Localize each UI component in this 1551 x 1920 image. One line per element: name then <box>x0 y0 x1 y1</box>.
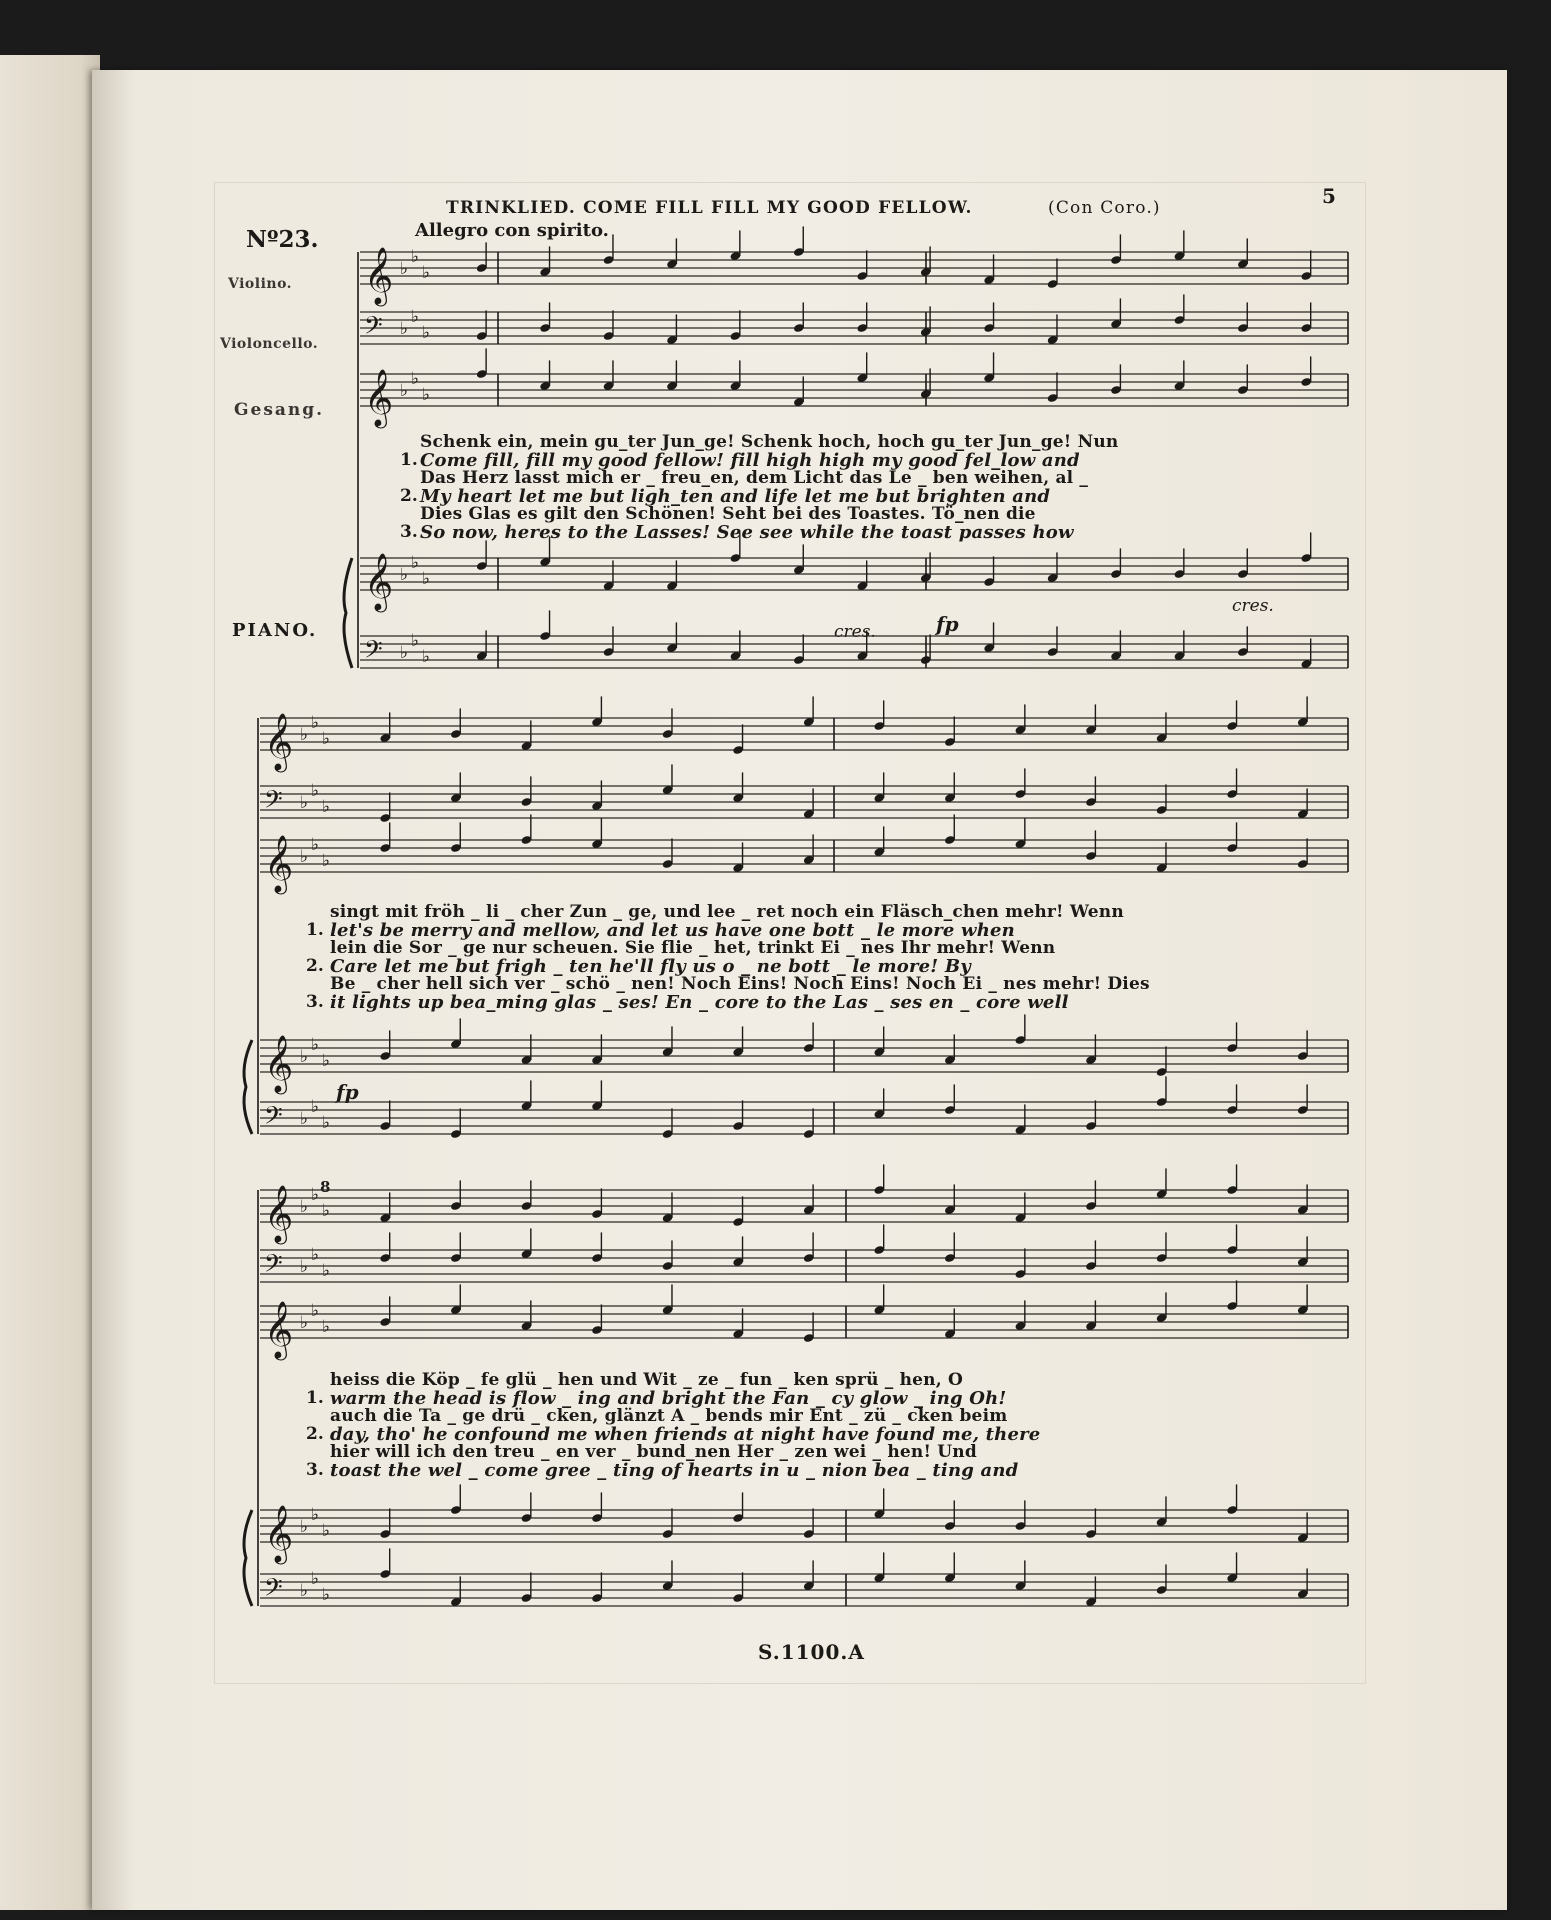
system-1-flat: ♭ <box>400 642 408 662</box>
voice-label: Gesang. <box>234 400 325 420</box>
system-1-piano-brace <box>344 558 352 668</box>
lyric-line: Schenk ein, mein gu_ter Jun_ge! Schenk hoch, hoch gu_ter Jun_ge! Nun <box>420 432 1119 452</box>
piano-label: PIANO. <box>232 620 318 641</box>
lyric-line: lein die Sor _ ge nur scheuen. Sie flie _ het, trinkt Ei _ nes Ihr mehr! Wenn <box>330 938 1056 958</box>
system-2-piano-brace <box>244 1040 252 1134</box>
lyric-line: it lights up bea_ming glas _ ses! En _ core to the Las _ ses en _ core well <box>330 992 1069 1013</box>
lyric-line: singt mit fröh _ li _ cher Zun _ ge, und lee _ ret noch ein Fläsch_chen mehr! Wenn <box>330 902 1124 922</box>
lyric-line: day, tho' he confound me when friends at night have found me, there <box>330 1424 1041 1445</box>
system-3-flat: ♭ <box>300 1196 308 1216</box>
system-2-flat: ♭ <box>300 1108 308 1128</box>
system-2-flat: ♭ <box>300 1046 308 1066</box>
lyric-line: heiss die Köp _ fe glü _ hen und Wit _ ze _ fun _ ken sprü _ hen, O <box>330 1370 963 1390</box>
system-3-flat: ♭ <box>300 1312 308 1332</box>
lyric-line: Come fill, fill my good fellow! fill high high my good fel_low and <box>420 450 1080 471</box>
system-1-flat: ♭ <box>411 306 419 326</box>
system-1-flat: ♭ <box>411 630 419 650</box>
system-3-flat: ♭ <box>311 1504 319 1524</box>
verse-number: 1. <box>306 920 324 940</box>
lyric-line: hier will ich den treu _ en ver _ bund_nen Her _ zen wei _ hen! Und <box>330 1442 977 1462</box>
lyric-line: My heart let me but ligh_ten and life let me but brighten and <box>420 486 1051 507</box>
system-3-flat: ♭ <box>311 1184 319 1204</box>
system-2-flat: ♭ <box>322 1112 330 1132</box>
lyric-line: toast the wel _ come gree _ ting of hearts in u _ nion bea _ ting and <box>330 1460 1019 1481</box>
system-2-treble-clef: 𝄞 <box>264 1034 294 1092</box>
system-2-flat: ♭ <box>322 796 330 816</box>
system-3-flat: ♭ <box>300 1256 308 1276</box>
verse-number: 2. <box>400 486 418 506</box>
system-2-flat: ♭ <box>322 728 330 748</box>
system-1-flat: ♭ <box>411 368 419 388</box>
lyric-line: So now, heres to the Lasses! See see while the toast passes how <box>420 522 1074 543</box>
system-1-treble-clef: 𝄞 <box>364 552 394 610</box>
system-1-flat: ♭ <box>411 246 419 266</box>
cres-marking-1: cres. <box>834 622 876 642</box>
system-3-treble-clef: 𝄞 <box>264 1300 294 1358</box>
page-number: 5 <box>1322 184 1336 208</box>
lyric-line: Care let me but frigh _ ten he'll fly us o _ ne bott _ le more! By <box>330 956 971 977</box>
system-2-flat: ♭ <box>311 780 319 800</box>
system-1-flat: ♭ <box>422 646 430 666</box>
system-2-flat: ♭ <box>311 1034 319 1054</box>
verse-number: 2. <box>306 956 324 976</box>
piece-title: TRINKLIED. COME FILL FILL MY GOOD FELLOW. <box>446 198 973 218</box>
system-1-flat: ♭ <box>400 318 408 338</box>
system-3-bass-clef: 𝄢 <box>264 1573 283 1607</box>
verse-number: 3. <box>306 992 324 1012</box>
verse-number: 1. <box>306 1388 324 1408</box>
verse-number: 2. <box>306 1424 324 1444</box>
system-3-flat: ♭ <box>322 1584 330 1604</box>
system-1-flat: ♭ <box>422 322 430 342</box>
system-1-flat: ♭ <box>400 564 408 584</box>
system-3-flat: ♭ <box>311 1568 319 1588</box>
system-3-piano-brace <box>244 1510 252 1606</box>
lyric-line: Das Herz lasst mich er _ freu_en, dem Licht das Le _ ben weihen, al _ <box>420 468 1089 488</box>
system-3-flat: ♭ <box>300 1580 308 1600</box>
verse-number: 3. <box>306 1460 324 1480</box>
system-1-flat: ♭ <box>400 258 408 278</box>
lyric-line: let's be merry and mellow, and let us have one bott _ le more when <box>330 920 1015 941</box>
system-2-bass-clef: 𝄢 <box>264 1101 283 1135</box>
system-2-flat: ♭ <box>300 724 308 744</box>
system-3-flat: ♭ <box>311 1244 319 1264</box>
system-1-flat: ♭ <box>411 552 419 572</box>
lyric-line: Dies Glas es gilt den Schönen! Seht bei des Toastes. Tö_nen die <box>420 504 1036 524</box>
system-1-treble-clef: 𝄞 <box>364 368 394 426</box>
cello-label: Violoncello. <box>220 336 319 352</box>
lyric-line: Be _ cher hell sich ver _ schö _ nen! Noch Eins! Noch Eins! Noch Ei _ nes mehr! Dies <box>330 974 1150 994</box>
system-2-flat: ♭ <box>322 1050 330 1070</box>
system-1-bass-clef: 𝄢 <box>364 311 383 345</box>
fp-marking-2: fp <box>336 1080 359 1104</box>
verse-number: 1. <box>400 450 418 470</box>
system-1-flat: ♭ <box>422 568 430 588</box>
system-2-flat: ♭ <box>322 850 330 870</box>
system-3-flat: ♭ <box>300 1516 308 1536</box>
system-3-flat: ♭ <box>311 1300 319 1320</box>
system-2-flat: ♭ <box>311 834 319 854</box>
ottava-marking: 8 <box>320 1178 331 1196</box>
system-3-flat: ♭ <box>322 1260 330 1280</box>
system-1-flat: ♭ <box>422 384 430 404</box>
system-3-flat: ♭ <box>322 1520 330 1540</box>
piece-number: Nº23. <box>246 226 319 253</box>
system-2-treble-clef: 𝄞 <box>264 834 294 892</box>
system-2-treble-clef: 𝄞 <box>264 712 294 770</box>
violin-label: Violino. <box>228 276 293 292</box>
system-3-flat: ♭ <box>322 1316 330 1336</box>
system-2-flat: ♭ <box>300 792 308 812</box>
system-2-bass-clef: 𝄢 <box>264 785 283 819</box>
tempo-marking: Allegro con spirito. <box>415 220 609 241</box>
system-1-flat: ♭ <box>422 262 430 282</box>
system-2-flat: ♭ <box>311 1096 319 1116</box>
lyric-line: auch die Ta _ ge drü _ cken, glänzt A _ bends mir Ent _ zü _ cken beim <box>330 1406 1008 1426</box>
system-2-flat: ♭ <box>300 846 308 866</box>
system-3-treble-clef: 𝄞 <box>264 1184 294 1242</box>
system-1-treble-clef: 𝄞 <box>364 246 394 304</box>
verse-number: 3. <box>400 522 418 542</box>
cres-marking-2: cres. <box>1232 596 1274 616</box>
title-note: (Con Coro.) <box>1048 198 1161 218</box>
system-3-flat: ♭ <box>322 1200 330 1220</box>
system-3-bass-clef: 𝄢 <box>264 1249 283 1283</box>
lyric-line: warm the head is flow _ ing and bright the Fan _ cy glow _ ing Oh! <box>330 1388 1007 1409</box>
system-1-bass-clef: 𝄢 <box>364 635 383 669</box>
system-1-flat: ♭ <box>400 380 408 400</box>
system-2-flat: ♭ <box>311 712 319 732</box>
fp-marking-1: fp <box>936 612 959 636</box>
plate-number: S.1100.A <box>758 1640 865 1664</box>
system-3-treble-clef: 𝄞 <box>264 1504 294 1562</box>
